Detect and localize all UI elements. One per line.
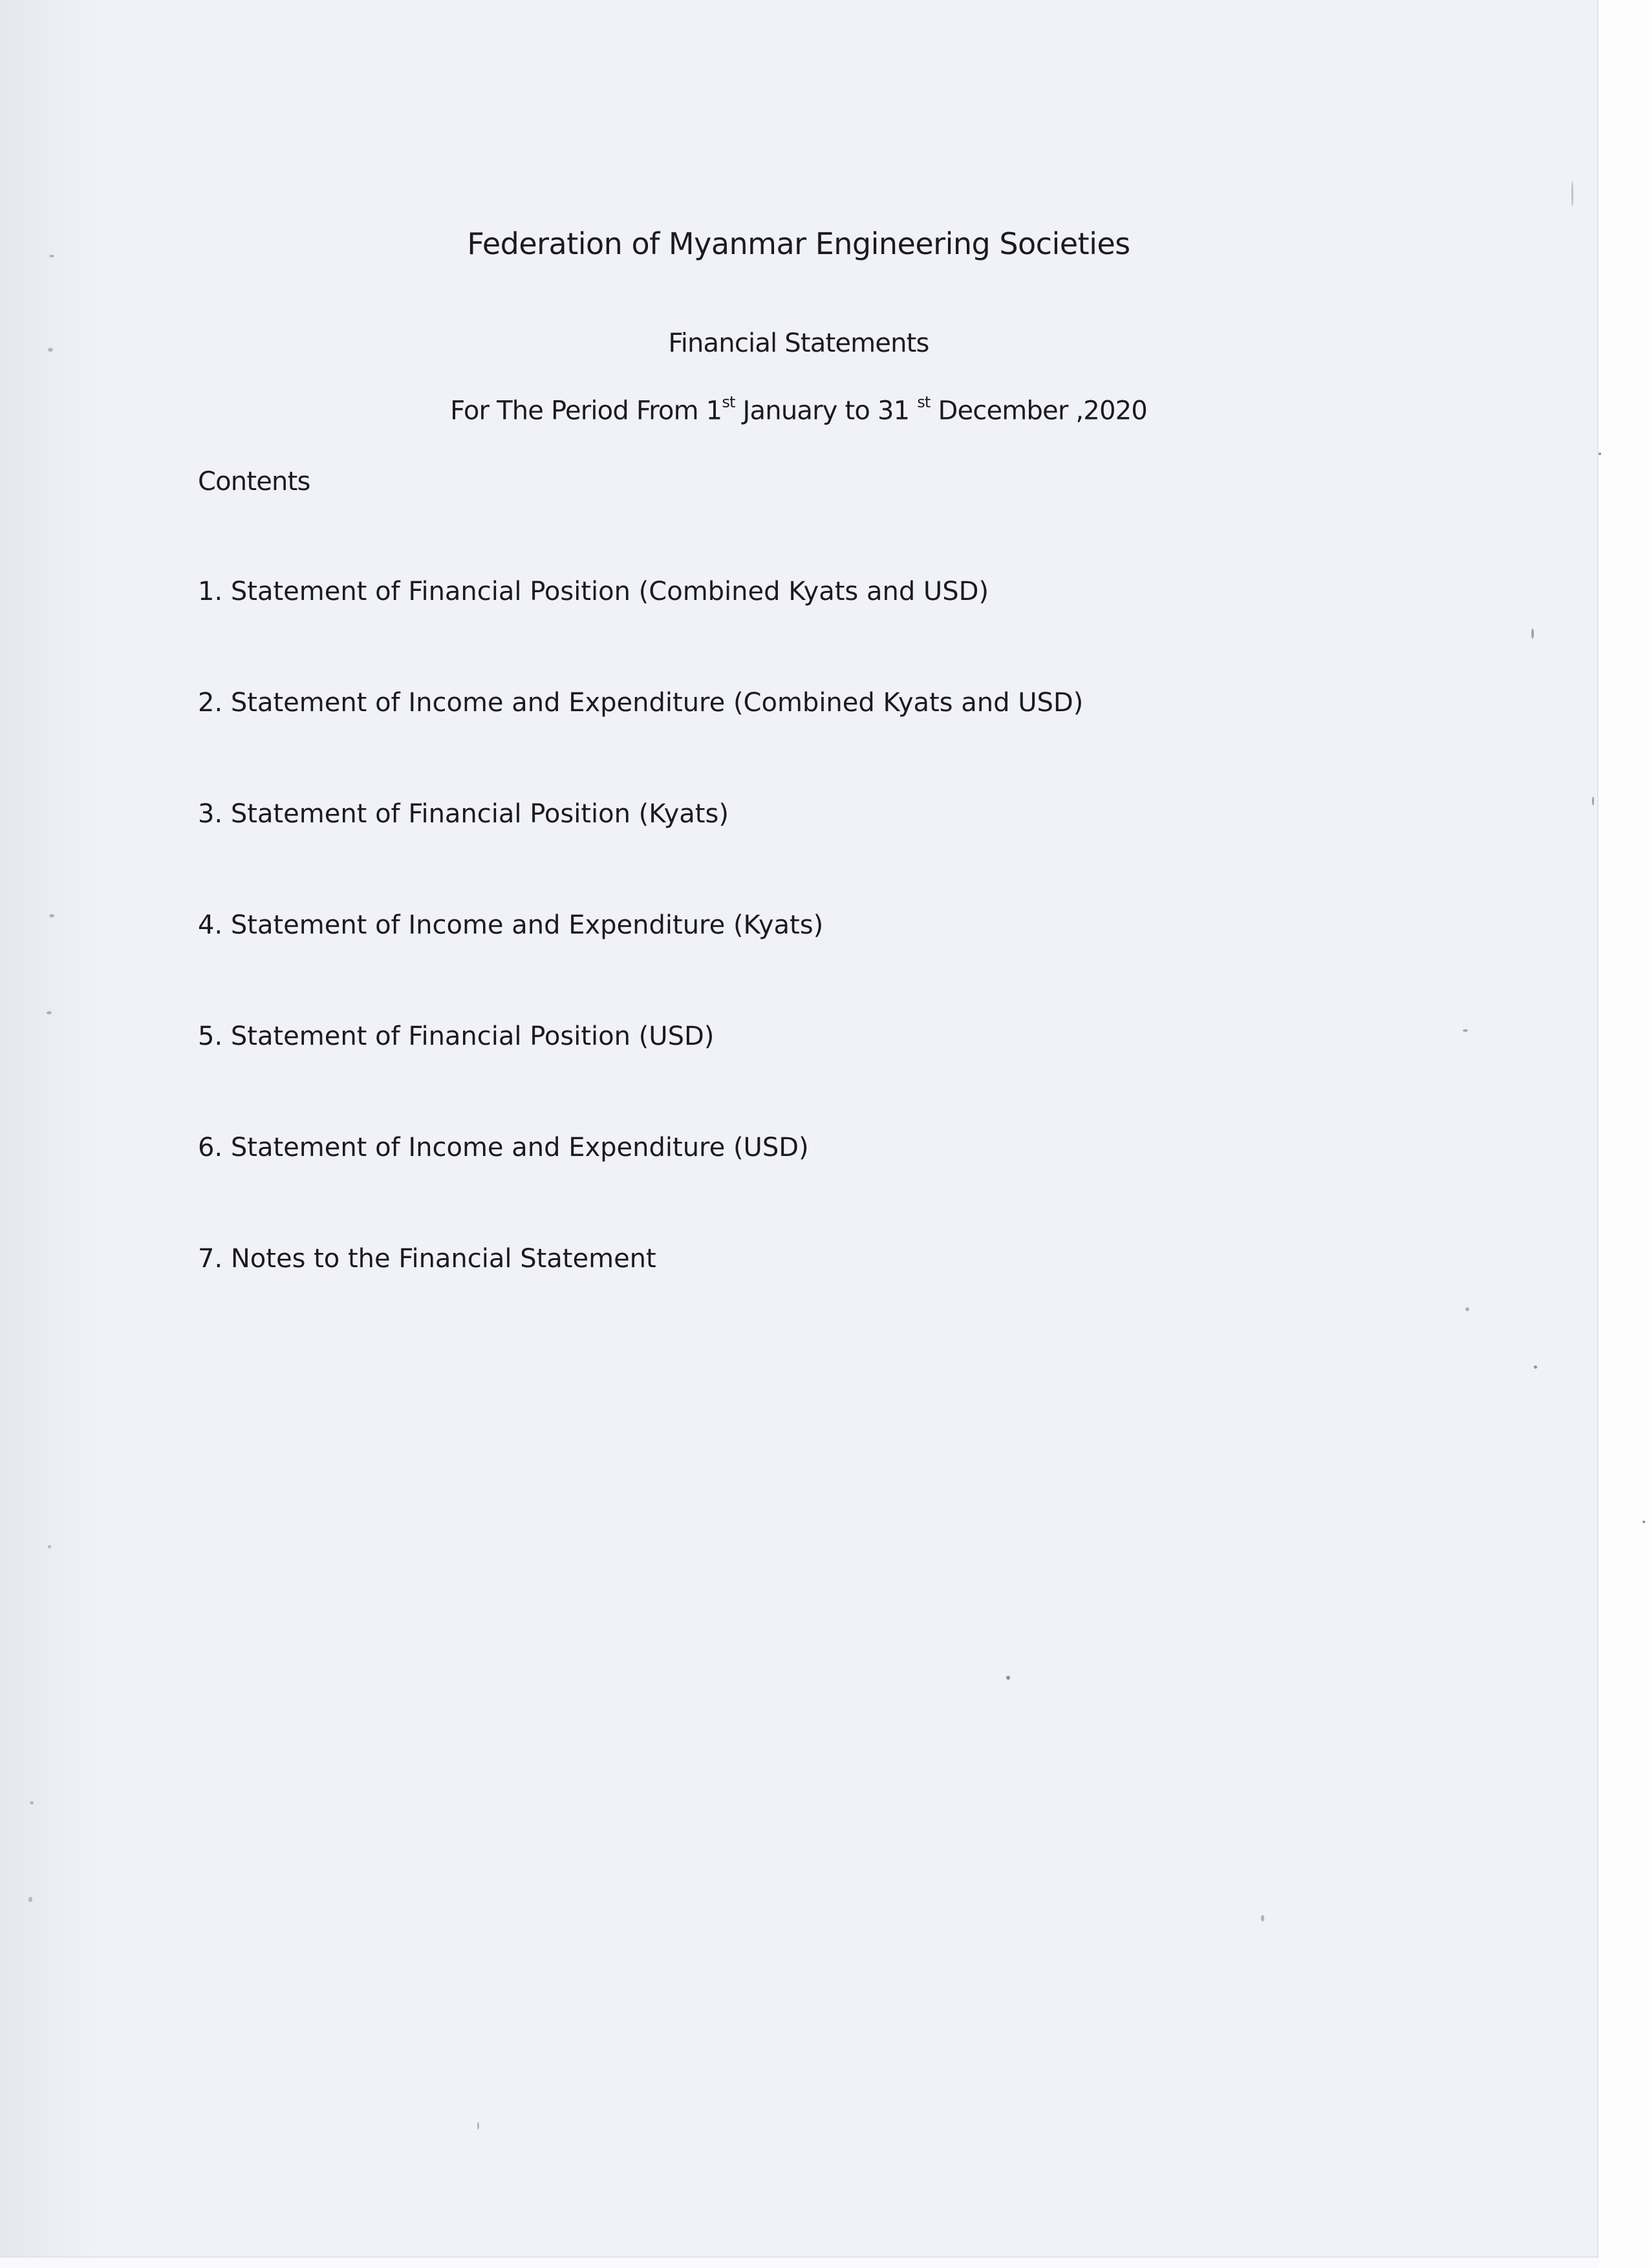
scan-speck xyxy=(28,1897,32,1902)
contents-item-2: 2. Statement of Income and Expenditure (Combined Kyats and USD) xyxy=(198,688,1084,718)
scan-right-margin xyxy=(1599,0,1649,2268)
scan-speck xyxy=(1531,628,1534,639)
period-sup-end: st xyxy=(917,393,931,411)
scan-speck xyxy=(49,255,54,257)
scan-bottom-margin xyxy=(0,2258,1599,2268)
contents-item-1: 1. Statement of Financial Position (Combined Kyats and USD) xyxy=(198,577,989,606)
scan-speck xyxy=(47,1011,52,1014)
scan-speck xyxy=(1006,1676,1010,1680)
scan-speck xyxy=(1261,1915,1264,1921)
scan-speck xyxy=(1599,453,1601,455)
contents-item-4: 4. Statement of Income and Expenditure (Kyats) xyxy=(198,910,824,940)
period-suffix: December ,2020 xyxy=(930,396,1147,426)
scan-speck xyxy=(477,2122,479,2130)
contents-item-7: 7. Notes to the Financial Statement xyxy=(198,1244,656,1274)
contents-item-3: 3. Statement of Financial Position (Kyats) xyxy=(198,799,729,829)
scan-speck xyxy=(1643,1521,1645,1523)
scan-speck xyxy=(48,348,53,352)
contents-item-5: 5. Statement of Financial Position (USD) xyxy=(198,1022,715,1051)
document-title: Financial Statements xyxy=(668,328,929,358)
reporting-period xyxy=(0,393,1597,426)
scan-speck xyxy=(30,1801,34,1804)
contents-item-6: 6. Statement of Income and Expenditure (USD) xyxy=(198,1133,809,1162)
period-prefix: For The Period From 1 xyxy=(450,396,722,426)
period-middle: January to 31 xyxy=(735,396,918,426)
organization-name: Federation of Myanmar Engineering Societies xyxy=(467,226,1130,261)
period-sup-start: st xyxy=(722,393,735,411)
contents-heading: Contents xyxy=(198,467,310,497)
scan-speck xyxy=(1463,1029,1468,1032)
scan-speck xyxy=(1592,797,1594,806)
scan-speck xyxy=(1465,1307,1469,1311)
scan-speck xyxy=(49,914,54,917)
scan-speck xyxy=(1571,181,1573,207)
scan-speck xyxy=(48,1545,51,1548)
scan-speck xyxy=(1534,1365,1537,1369)
